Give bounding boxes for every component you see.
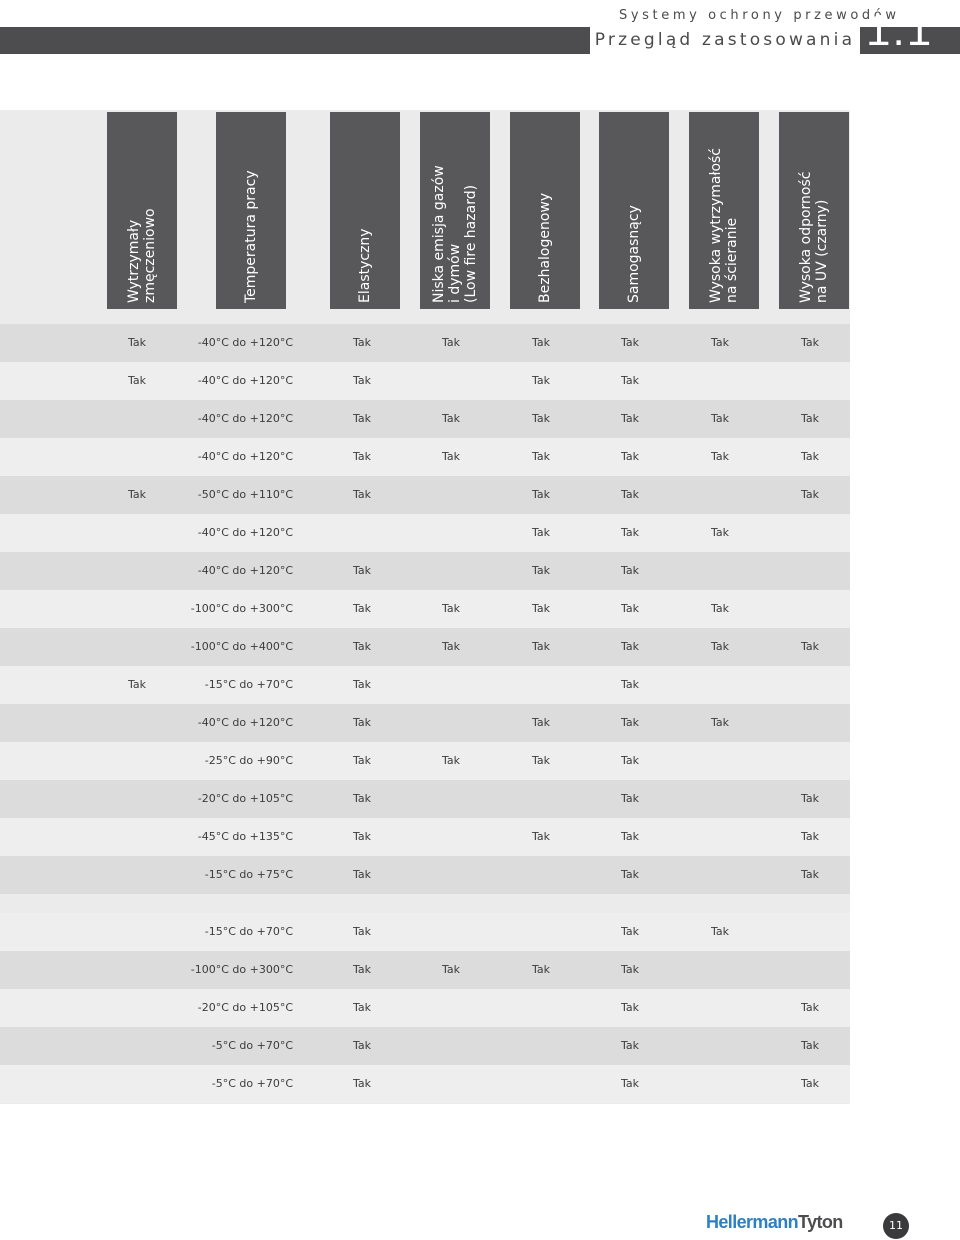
table-row bbox=[0, 1027, 850, 1065]
table-row bbox=[0, 704, 850, 742]
tak-cell: Tak bbox=[352, 1039, 371, 1052]
tak-cell: Tak bbox=[531, 374, 550, 387]
tak-cell: Tak bbox=[352, 792, 371, 805]
tak-cell: Tak bbox=[620, 678, 639, 691]
tak-cell: Tak bbox=[531, 716, 550, 729]
tak-cell: Tak bbox=[352, 1001, 371, 1014]
table-row bbox=[0, 362, 850, 400]
temperature-cell: -5°C do +70°C bbox=[211, 1039, 293, 1052]
tak-cell: Tak bbox=[710, 602, 729, 615]
table-row bbox=[0, 856, 850, 894]
tak-cell: Tak bbox=[531, 336, 550, 349]
tak-cell: Tak bbox=[441, 412, 460, 425]
tak-cell: Tak bbox=[352, 830, 371, 843]
column-header-label: Wysoka odporność na UV (czarny) bbox=[798, 171, 830, 303]
table-row bbox=[0, 989, 850, 1027]
tak-cell: Tak bbox=[620, 450, 639, 463]
logo-part2: Tyton bbox=[798, 1212, 843, 1232]
tak-cell: Tak bbox=[620, 830, 639, 843]
page-number: 11 bbox=[883, 1213, 909, 1239]
column-header bbox=[599, 112, 669, 309]
table-row bbox=[0, 590, 850, 628]
tak-cell: Tak bbox=[352, 412, 371, 425]
section-number: 1.1 bbox=[866, 6, 934, 55]
tak-cell: Tak bbox=[352, 602, 371, 615]
column-header-label: Bezhalogenowy bbox=[537, 192, 553, 303]
table-row bbox=[0, 818, 850, 856]
tak-cell: Tak bbox=[352, 678, 371, 691]
tak-cell: Tak bbox=[620, 1077, 639, 1090]
tak-cell: Tak bbox=[352, 716, 371, 729]
tak-cell: Tak bbox=[620, 488, 639, 501]
tak-cell: Tak bbox=[710, 640, 729, 653]
temperature-cell: -15°C do +70°C bbox=[204, 925, 293, 938]
temperature-cell: -40°C do +120°C bbox=[197, 412, 293, 425]
tak-cell: Tak bbox=[620, 1039, 639, 1052]
column-header bbox=[216, 112, 286, 309]
tak-cell: Tak bbox=[127, 488, 146, 501]
hellermanntyton-logo bbox=[706, 1211, 866, 1233]
tak-cell: Tak bbox=[800, 830, 819, 843]
tak-cell: Tak bbox=[800, 412, 819, 425]
tak-cell: Tak bbox=[620, 792, 639, 805]
tak-cell: Tak bbox=[127, 374, 146, 387]
tak-cell: Tak bbox=[800, 792, 819, 805]
temperature-cell: -40°C do +120°C bbox=[197, 450, 293, 463]
column-header bbox=[107, 112, 177, 309]
temperature-cell: -40°C do +120°C bbox=[197, 526, 293, 539]
tak-cell: Tak bbox=[531, 754, 550, 767]
temperature-cell: -100°C do +300°C bbox=[190, 963, 293, 976]
tak-cell: Tak bbox=[710, 336, 729, 349]
tak-cell: Tak bbox=[127, 336, 146, 349]
temperature-cell: -40°C do +120°C bbox=[197, 336, 293, 349]
tak-cell: Tak bbox=[620, 564, 639, 577]
tak-cell: Tak bbox=[800, 450, 819, 463]
tak-cell: Tak bbox=[620, 526, 639, 539]
tak-cell: Tak bbox=[352, 488, 371, 501]
table-row bbox=[0, 742, 850, 780]
column-header-label: Temperatura pracy bbox=[243, 170, 259, 303]
header-subtitle: Systemy ochrony przewodów bbox=[619, 8, 900, 23]
column-header-label: Niska emisja gazów i dymów (Low fire hazard) bbox=[431, 165, 479, 303]
tak-cell: Tak bbox=[352, 1077, 371, 1090]
tak-cell: Tak bbox=[620, 640, 639, 653]
tak-cell: Tak bbox=[620, 374, 639, 387]
tak-cell: Tak bbox=[352, 450, 371, 463]
table-row bbox=[0, 780, 850, 818]
temperature-cell: -20°C do +105°C bbox=[197, 1001, 293, 1014]
tak-cell: Tak bbox=[531, 526, 550, 539]
temperature-cell: -5°C do +70°C bbox=[211, 1077, 293, 1090]
table-row bbox=[0, 666, 850, 704]
tak-cell: Tak bbox=[352, 754, 371, 767]
temperature-cell: -40°C do +120°C bbox=[197, 564, 293, 577]
page-title: Przegląd zastosowania bbox=[590, 27, 860, 54]
table-row bbox=[0, 400, 850, 438]
table-row bbox=[0, 324, 850, 362]
tak-cell: Tak bbox=[800, 868, 819, 881]
tak-cell: Tak bbox=[531, 830, 550, 843]
temperature-cell: -40°C do +120°C bbox=[197, 716, 293, 729]
tak-cell: Tak bbox=[352, 374, 371, 387]
tak-cell: Tak bbox=[531, 450, 550, 463]
tak-cell: Tak bbox=[531, 963, 550, 976]
temperature-cell: -50°C do +110°C bbox=[197, 488, 293, 501]
column-header-label: Wytrzymały zmęczeniowo bbox=[126, 208, 158, 303]
table-row bbox=[0, 1065, 850, 1103]
tak-cell: Tak bbox=[800, 336, 819, 349]
table-row bbox=[0, 476, 850, 514]
logo-part1: Hellermann bbox=[706, 1212, 799, 1232]
tak-cell: Tak bbox=[352, 564, 371, 577]
tak-cell: Tak bbox=[800, 1001, 819, 1014]
tak-cell: Tak bbox=[620, 602, 639, 615]
temperature-cell: -40°C do +120°C bbox=[197, 374, 293, 387]
table-row bbox=[0, 438, 850, 476]
tak-cell: Tak bbox=[620, 1001, 639, 1014]
temperature-cell: -100°C do +300°C bbox=[190, 602, 293, 615]
tak-cell: Tak bbox=[710, 412, 729, 425]
tak-cell: Tak bbox=[441, 450, 460, 463]
tak-cell: Tak bbox=[710, 716, 729, 729]
tak-cell: Tak bbox=[620, 716, 639, 729]
column-header bbox=[330, 112, 400, 309]
temperature-cell: -15°C do +70°C bbox=[204, 678, 293, 691]
tak-cell: Tak bbox=[710, 925, 729, 938]
tak-cell: Tak bbox=[352, 868, 371, 881]
table-row bbox=[0, 951, 850, 989]
tak-cell: Tak bbox=[620, 754, 639, 767]
tak-cell: Tak bbox=[800, 1039, 819, 1052]
column-header-label: Elastyczny bbox=[357, 228, 373, 303]
tak-cell: Tak bbox=[800, 1077, 819, 1090]
tak-cell: Tak bbox=[620, 336, 639, 349]
tak-cell: Tak bbox=[531, 602, 550, 615]
column-header bbox=[779, 112, 849, 309]
temperature-cell: -45°C do +135°C bbox=[197, 830, 293, 843]
table-row bbox=[0, 514, 850, 552]
tak-cell: Tak bbox=[620, 412, 639, 425]
tak-cell: Tak bbox=[352, 336, 371, 349]
tak-cell: Tak bbox=[441, 963, 460, 976]
table-row bbox=[0, 628, 850, 666]
tak-cell: Tak bbox=[127, 678, 146, 691]
column-header bbox=[510, 112, 580, 309]
tak-cell: Tak bbox=[710, 526, 729, 539]
tak-cell: Tak bbox=[441, 754, 460, 767]
tak-cell: Tak bbox=[800, 488, 819, 501]
table-row bbox=[0, 552, 850, 590]
column-header bbox=[420, 112, 490, 309]
column-header-label: Wysoka wytrzymałość na ścieranie bbox=[708, 148, 740, 303]
tak-cell: Tak bbox=[620, 868, 639, 881]
tak-cell: Tak bbox=[531, 488, 550, 501]
tak-cell: Tak bbox=[352, 963, 371, 976]
tak-cell: Tak bbox=[620, 925, 639, 938]
temperature-cell: -15°C do +75°C bbox=[204, 868, 293, 881]
table-row bbox=[0, 913, 850, 951]
column-header bbox=[689, 112, 759, 309]
tak-cell: Tak bbox=[800, 640, 819, 653]
tak-cell: Tak bbox=[620, 963, 639, 976]
temperature-cell: -20°C do +105°C bbox=[197, 792, 293, 805]
tak-cell: Tak bbox=[531, 640, 550, 653]
tak-cell: Tak bbox=[441, 336, 460, 349]
tak-cell: Tak bbox=[441, 640, 460, 653]
tak-cell: Tak bbox=[531, 412, 550, 425]
tak-cell: Tak bbox=[710, 450, 729, 463]
temperature-cell: -100°C do +400°C bbox=[190, 640, 293, 653]
temperature-cell: -25°C do +90°C bbox=[204, 754, 293, 767]
tak-cell: Tak bbox=[441, 602, 460, 615]
tak-cell: Tak bbox=[352, 925, 371, 938]
tak-cell: Tak bbox=[531, 564, 550, 577]
column-header-label: Samogasnący bbox=[626, 205, 642, 303]
tak-cell: Tak bbox=[352, 640, 371, 653]
